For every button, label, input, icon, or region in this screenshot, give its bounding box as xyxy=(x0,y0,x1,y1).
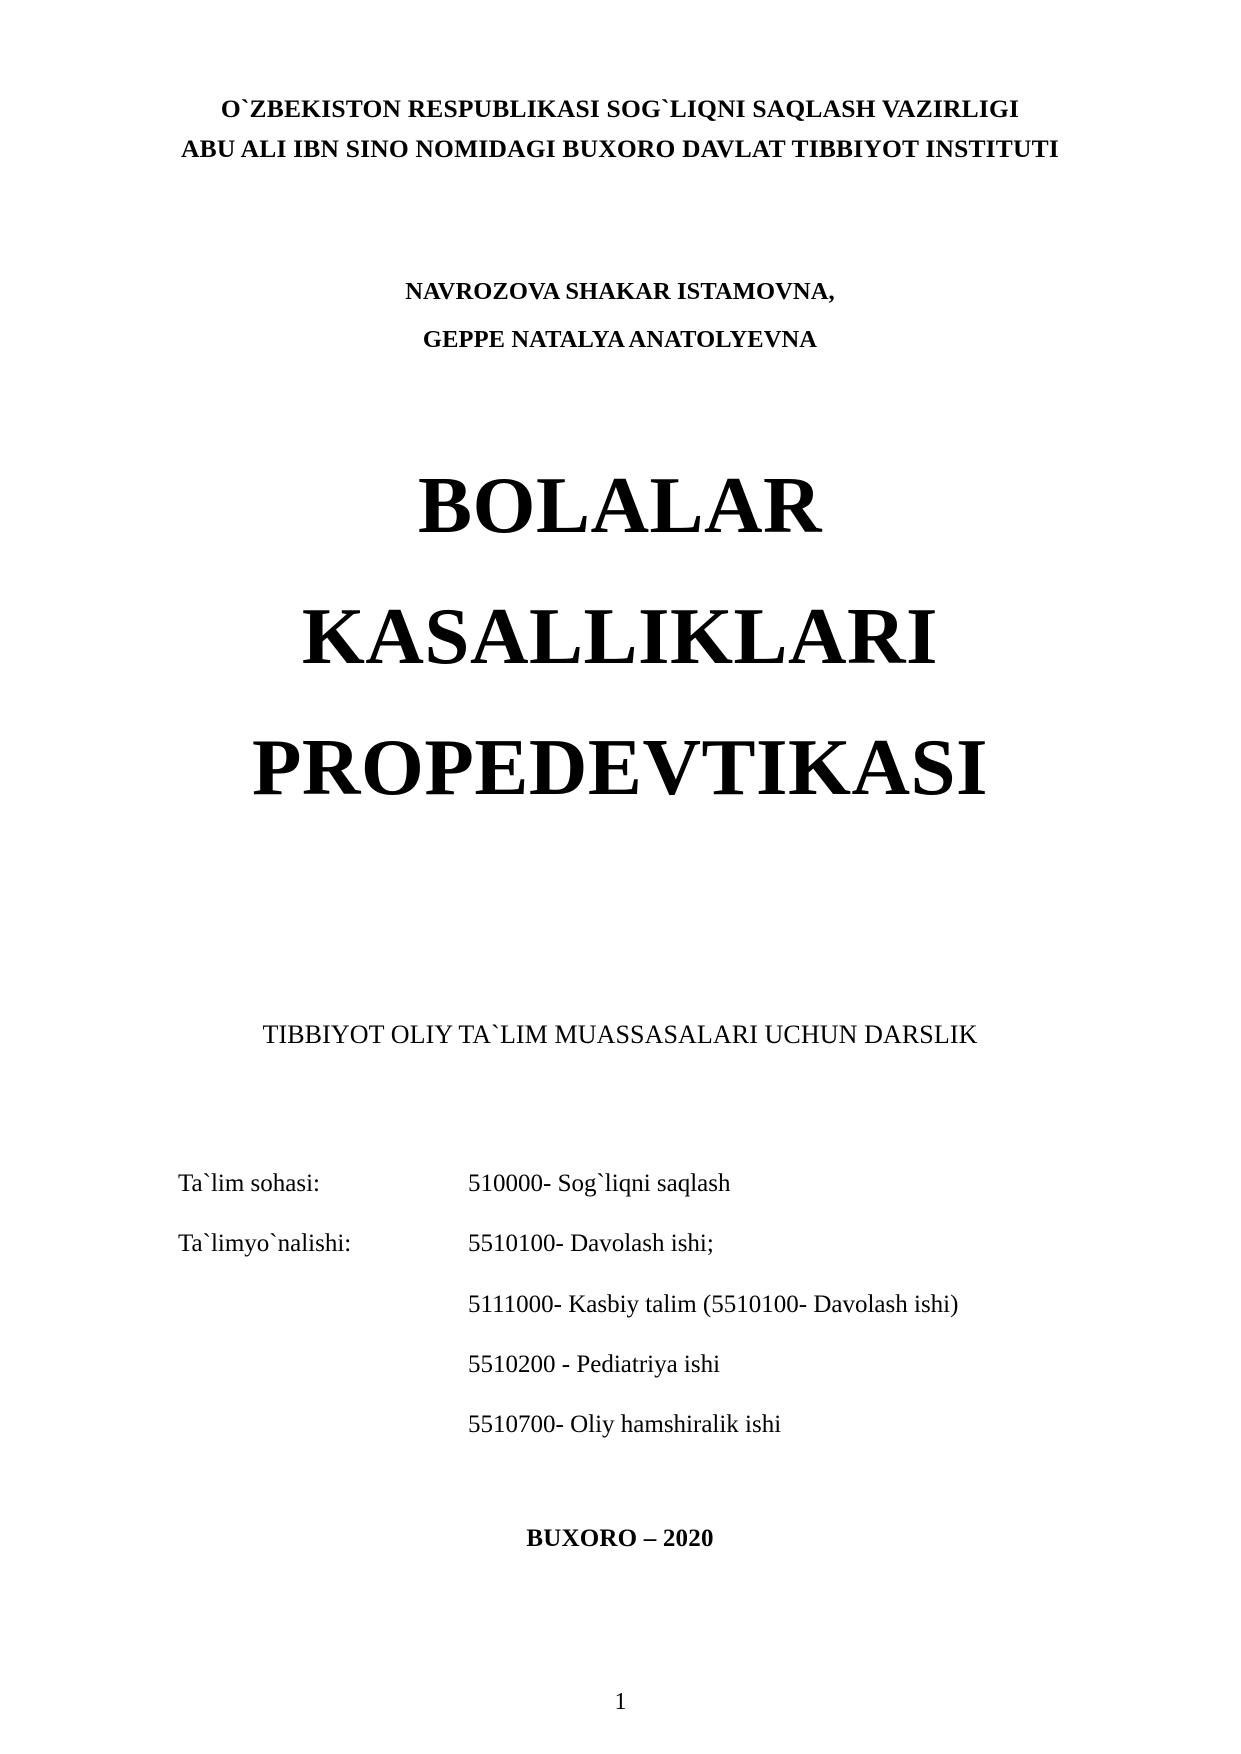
page-title xyxy=(80,440,1160,834)
place-year: BUXORO – 2020 xyxy=(526,1525,714,1552)
document-subtitle: TIBBIYOT OLIY TA`LIM MUASSASALARI UCHUN DARSLIK xyxy=(262,1020,978,1049)
title-line-2: KASALLIKLARI xyxy=(301,591,939,682)
metadata-row xyxy=(178,1228,1098,1259)
author-name-2: GEPPE NATALYA ANATOLYEVNA xyxy=(422,325,818,353)
title-line-1: BOLALAR xyxy=(417,460,823,550)
metadata-value: 5510200 - Pediatriya ishi xyxy=(468,1350,721,1378)
page-number: 1 xyxy=(614,1689,627,1715)
metadata-label: Ta`limyo`nalishi: xyxy=(178,1230,352,1258)
metadata-row xyxy=(178,1409,1098,1440)
place-year-block xyxy=(130,1525,1110,1553)
authors-block xyxy=(130,268,1110,364)
metadata-row xyxy=(178,1289,1098,1320)
author-name-1: NAVROZOVA SHAKAR ISTAMOVNA, xyxy=(405,278,835,305)
metadata-row xyxy=(178,1349,1098,1380)
document-header xyxy=(130,88,1110,169)
metadata-label: Ta`lim sohasi: xyxy=(178,1170,320,1197)
ministry-name: O`ZBEKISTON RESPUBLIKASI SOG`LIQNI SAQLASH VAZIRLIGI xyxy=(220,94,1020,123)
metadata-value: 5510700- Oliy hamshiralik ishi xyxy=(468,1411,782,1438)
metadata-value: 510000- Sog`liqni saqlash xyxy=(468,1170,731,1197)
subtitle-block xyxy=(130,1020,1110,1050)
metadata-row xyxy=(178,1168,1098,1199)
metadata-value: 5111000- Kasbiy talim (5510100- Davolash ishi) xyxy=(468,1290,959,1318)
institute-name: ABU ALI IBN SINO NOMIDAGI BUXORO DAVLAT TIBBIYOT INSTITUTI xyxy=(181,134,1059,164)
title-line-3: PROPEDEVTIKASI xyxy=(251,722,989,813)
metadata-value: 5510100- Davolash ishi; xyxy=(468,1230,714,1258)
metadata-block xyxy=(178,1168,1098,1469)
